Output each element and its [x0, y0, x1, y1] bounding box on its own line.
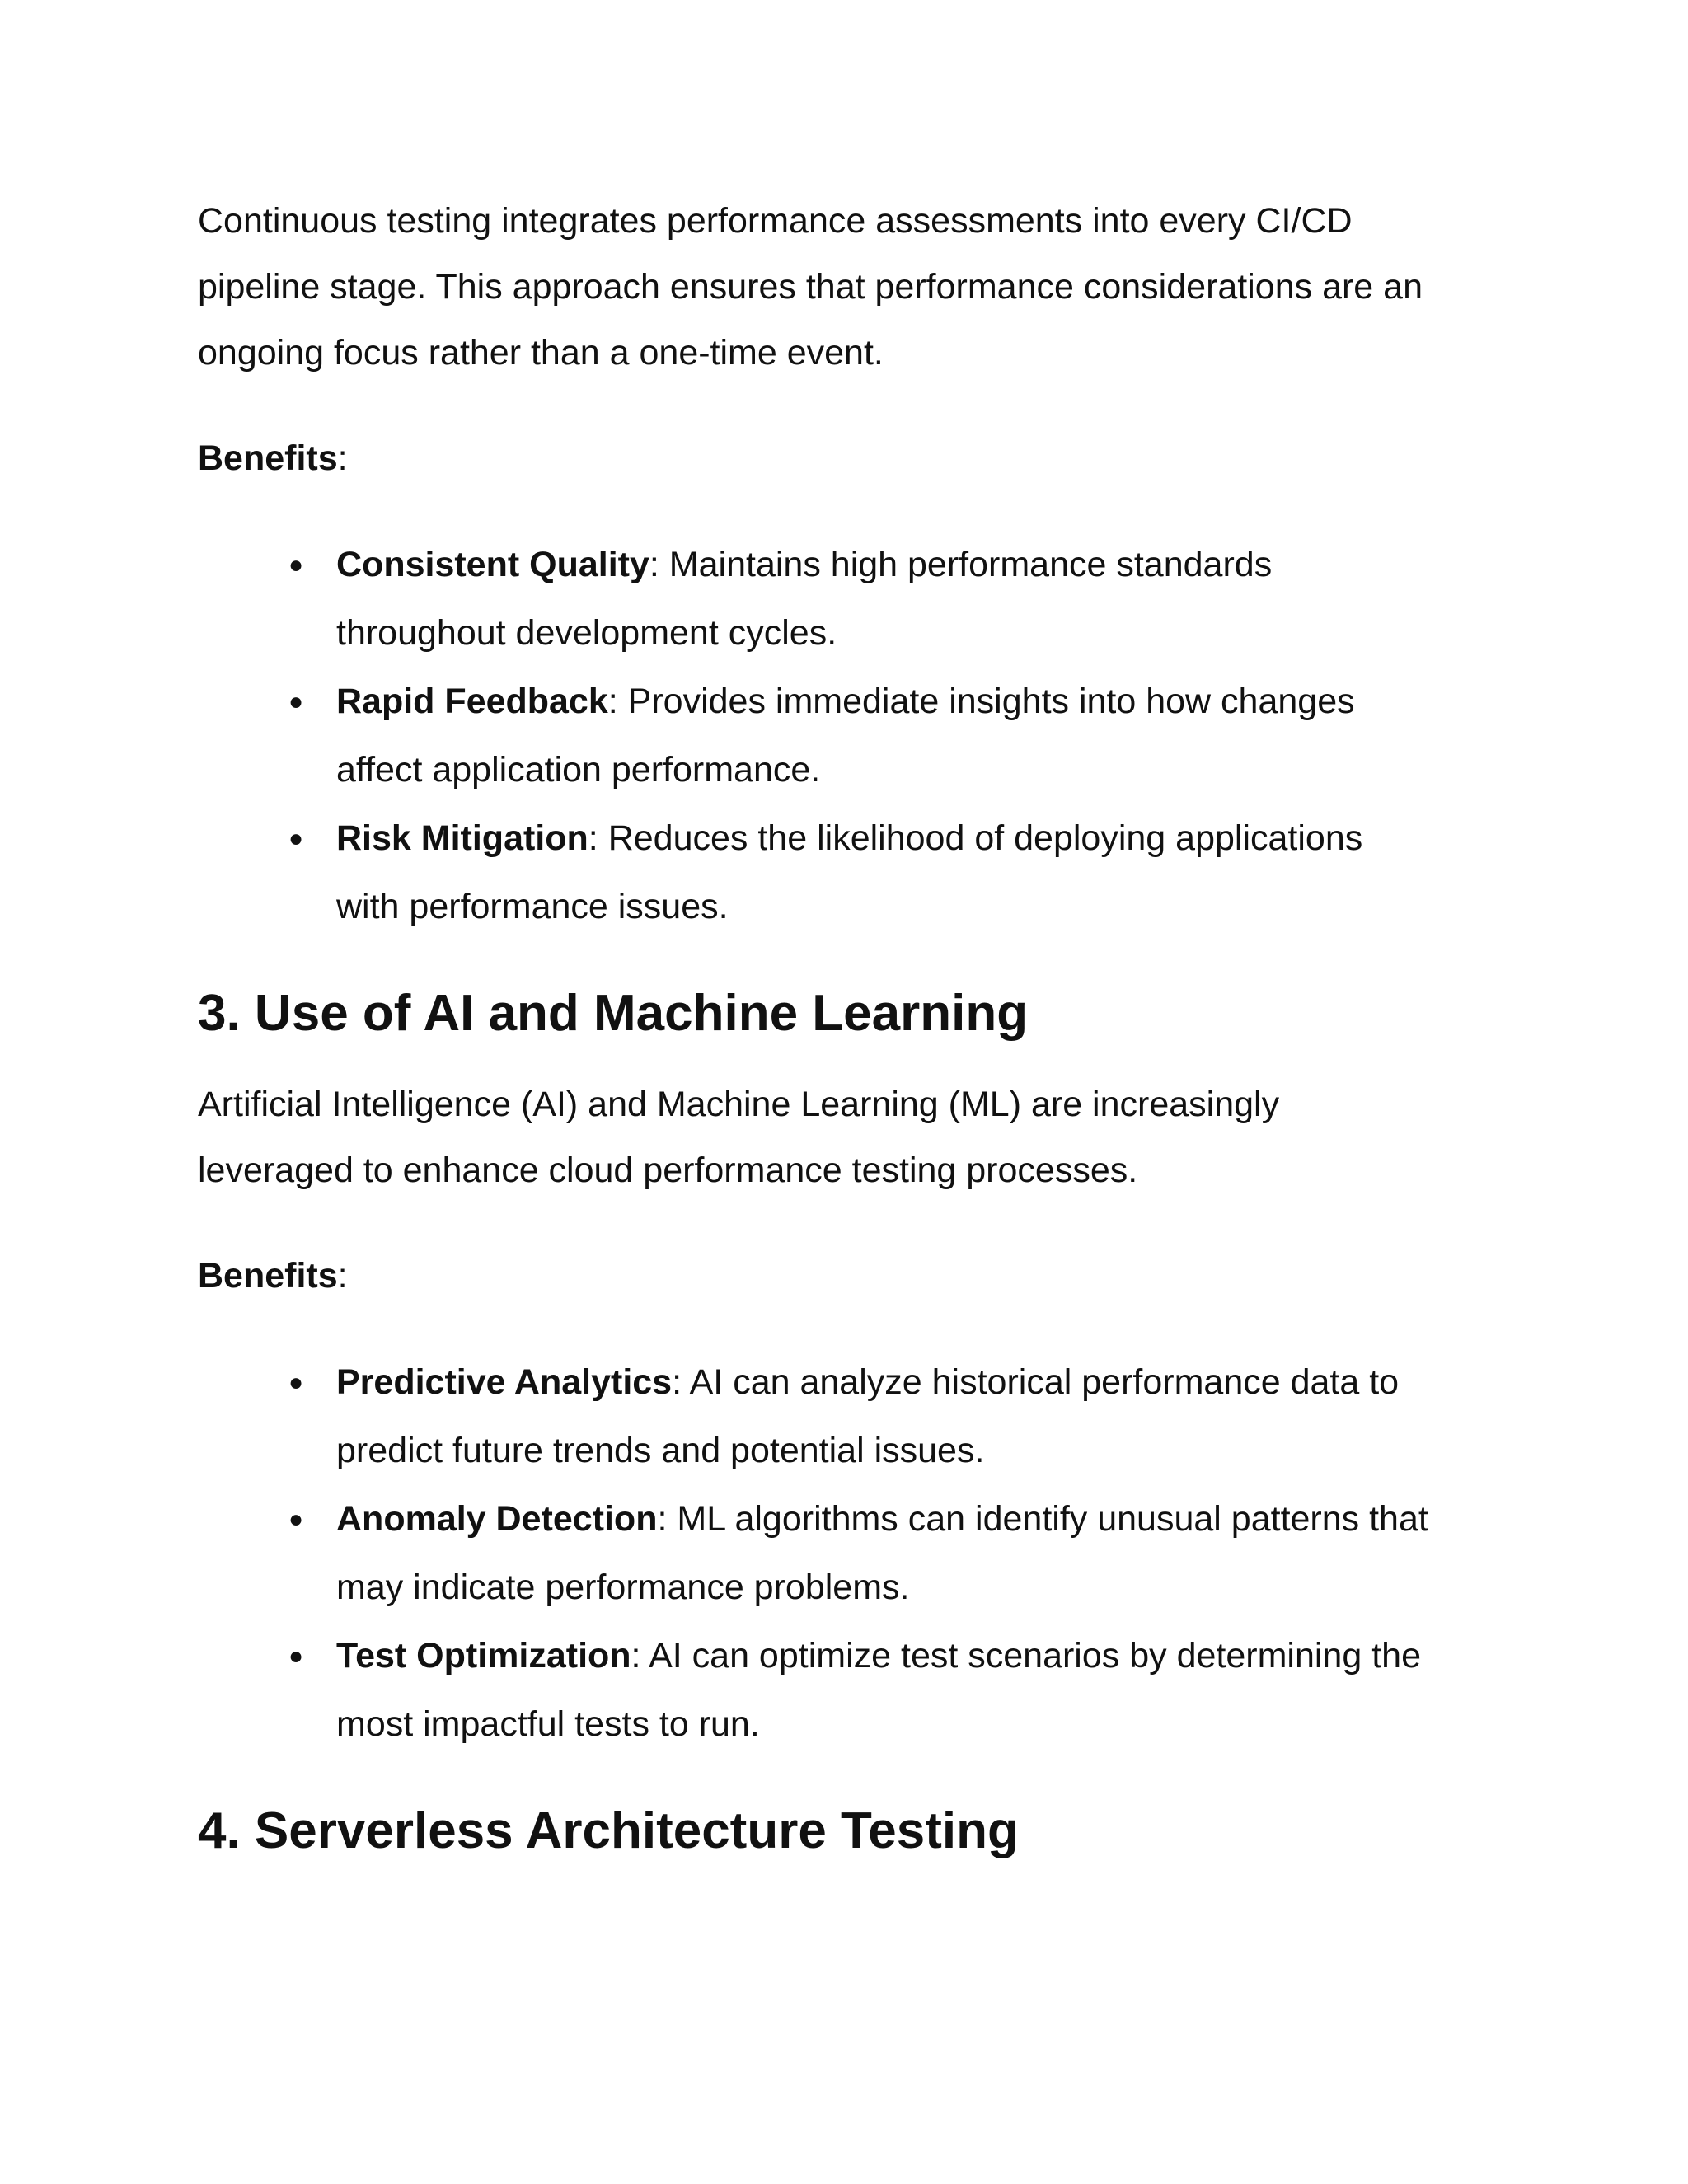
list-item-separator: :: [631, 1636, 649, 1675]
list-item-separator: :: [607, 682, 628, 721]
intro-line-3: ongoing focus rather than a one-time event.: [198, 333, 884, 373]
list-item: [198, 804, 1500, 941]
list-item-separator: :: [588, 818, 608, 858]
bullet-icon: ●: [288, 825, 304, 852]
section-3-heading: 3. Use of AI and Machine Learning: [198, 985, 1029, 1042]
list-item-term: Predictive Analytics: [336, 1362, 673, 1402]
list-item-text-line-2: most impactful tests to run.: [336, 1704, 760, 1744]
intro-line-2: pipeline stage. This approach ensures that performance considerations are an: [198, 267, 1423, 307]
section-3-line-2: leveraged to enhance cloud performance testing processes.: [198, 1151, 1138, 1190]
list-item-separator: :: [649, 545, 669, 584]
section-4-heading: 4. Serverless Architecture Testing: [198, 1802, 1019, 1859]
benefits-colon: :: [337, 1256, 348, 1296]
benefits-list-ci-cd: [198, 531, 1500, 941]
list-item-text-line-1: ML algorithms can identify unusual patterns that: [677, 1499, 1428, 1539]
list-item-separator: :: [672, 1362, 690, 1402]
benefits-list-ai-ml: [198, 1348, 1500, 1759]
section-3-line-1: Artificial Intelligence (AI) and Machine Learning (ML) are increasingly: [198, 1085, 1280, 1124]
list-item-term: Consistent Quality: [336, 545, 649, 584]
benefits-label: [198, 1243, 1500, 1309]
benefits-colon: :: [337, 438, 348, 478]
document-page: [198, 188, 1500, 1864]
list-item-text-line-2: predict future trends and potential issues.: [336, 1431, 985, 1470]
intro-line-1: Continuous testing integrates performance assessments into every CI/CD: [198, 201, 1353, 241]
bullet-icon: ●: [288, 1369, 304, 1396]
list-item-term: Anomaly Detection: [336, 1499, 658, 1539]
bullet-icon: ●: [288, 1643, 304, 1670]
list-item-text-line-2: may indicate performance problems.: [336, 1568, 910, 1607]
list-item: [198, 668, 1500, 804]
list-item-text-line-1: AI can analyze historical performance data to: [689, 1362, 1400, 1402]
list-item: [198, 531, 1500, 668]
benefits-label-text: Benefits: [198, 438, 338, 478]
list-item: [198, 1348, 1500, 1485]
list-item-text-line-2: affect application performance.: [336, 750, 821, 790]
bullet-icon: ●: [288, 551, 304, 579]
list-item-term: Rapid Feedback: [336, 682, 608, 721]
section-3-paragraph: [198, 1071, 1500, 1203]
intro-paragraph: [198, 188, 1500, 386]
list-item-separator: :: [657, 1499, 678, 1539]
list-item-text-line-2: with performance issues.: [336, 887, 729, 926]
list-item: [198, 1485, 1500, 1622]
list-item-text-line-1: AI can optimize test scenarios by determining the: [649, 1636, 1421, 1675]
benefits-label-text: Benefits: [198, 1256, 338, 1296]
list-item-text-line-2: throughout development cycles.: [336, 613, 837, 653]
list-item-text-line-1: Reduces the likelihood of deploying applications: [607, 818, 1363, 858]
list-item-term: Risk Mitigation: [336, 818, 588, 858]
list-item-text-line-1: Provides immediate insights into how changes: [627, 682, 1355, 721]
list-item-text-line-1: Maintains high performance standards: [668, 545, 1273, 584]
benefits-label: [198, 425, 1500, 491]
list-item: [198, 1622, 1500, 1759]
bullet-icon: ●: [288, 688, 304, 715]
bullet-icon: ●: [288, 1506, 304, 1533]
list-item-term: Test Optimization: [336, 1636, 631, 1675]
